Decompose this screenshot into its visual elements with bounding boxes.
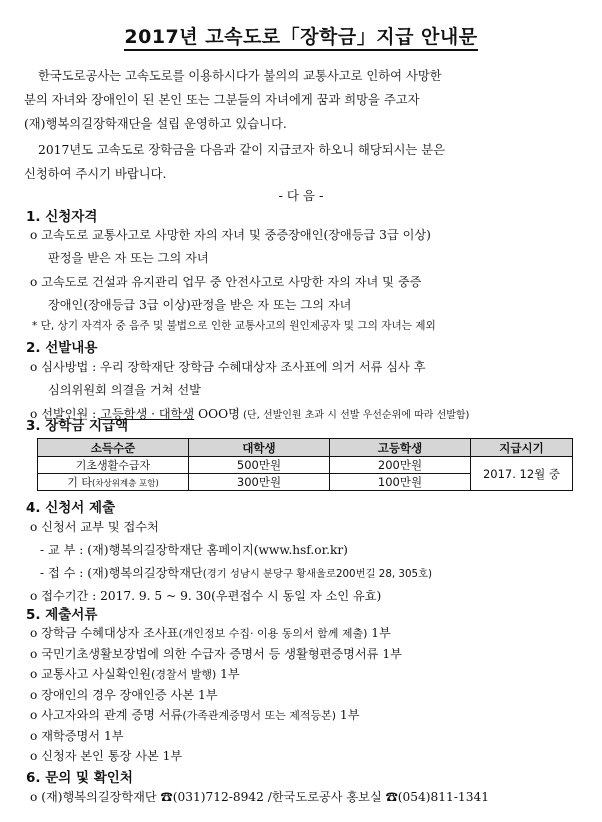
table-cell-university: 500만원 <box>189 457 330 474</box>
document-item-text: ο 국민기초생활보장법에 의한 수급자 증명서 등 생활형편증명서류 1부 <box>30 646 402 661</box>
column-header: 고등학생 <box>330 439 471 457</box>
document-item <box>30 727 123 744</box>
document-item <box>30 686 218 703</box>
page-title <box>0 22 602 49</box>
da-eum-divider: - 다 음 - <box>278 188 324 203</box>
intro-line: (재)행복의길장학재단을 설립 운영하고 있습니다. <box>24 117 287 131</box>
eligibility-item-1: ο 고속도로 교통사고로 사망한 자의 자녀 및 중증장애인(장애등급 3급 이상) <box>30 228 431 242</box>
column-header: 대학생 <box>189 439 330 457</box>
issuance-label: - 교 부 : <box>40 543 88 557</box>
issuance-line <box>40 541 348 558</box>
document-item <box>30 747 182 764</box>
income-level-label: 기초생활수급자 <box>75 459 151 472</box>
intro-line: 신청하여 주시기 바랍니다. <box>24 167 167 181</box>
section-heading-eligibility: 1. 신청자격 <box>26 209 98 225</box>
document-item-text: ο 신청자 본인 통장 사본 1부 <box>30 749 183 763</box>
column-header: 지급시기 <box>471 439 573 457</box>
eligibility-item-1-cont: 판정을 받은 자 또는 그의 자녀 <box>48 251 209 265</box>
intro-line: 분의 자녀와 장애인이 된 본인 또는 그분들의 자녀에게 꿈과 희망을 주고자 <box>24 93 420 107</box>
page-title-text: 2017년 고속도로「장학금」지급 안내문 <box>124 26 477 51</box>
contact-line: ο (재)행복의길장학재단 ☎(031)712-8942 /한국도로공사 홍보실 ☎(054)811-1341 <box>30 790 489 804</box>
submission-period: ο 접수기간 : 2017. 9. 5 ~ 9. 30(우편접수 시 동일 자 소인 유효) <box>30 589 382 603</box>
column-header: 소득수준 <box>38 439 189 457</box>
intro-line: 2017년도 고속도로 장학금을 다음과 같이 지급코자 하오니 해당되시는 분은 <box>38 143 446 157</box>
section-heading-contact: 6. 문의 및 확인처 <box>26 770 133 786</box>
table-cell-highschool: 200만원 <box>330 457 471 474</box>
document-item-count: 1부 <box>367 626 391 640</box>
receipt-org: (재)행복의길장학재단 <box>87 566 203 580</box>
document-item-count: 1부 <box>216 667 240 681</box>
table-header-row <box>38 439 573 457</box>
selection-count-value: OOO명 <box>194 407 240 421</box>
selection-count-label: ο 선발인원 : <box>30 407 101 421</box>
receipt-line <box>40 564 432 581</box>
document-item <box>30 624 391 641</box>
eligibility-item-2: ο 고속도로 건설과 유지관리 업무 중 안전사고로 사망한 자의 자녀 및 중증 <box>30 275 422 289</box>
document-item-text: ο 사고자와의 관계 증명 서류 <box>30 708 183 722</box>
section-heading-amount: 3. 장학금 지급액 <box>26 418 129 434</box>
document-item-text: ο 장학금 수혜대상자 조사표 <box>30 626 179 640</box>
issuance-homepage: (재)행복의길장학재단 홈페이지(www.hsf.or.kr) <box>87 543 348 557</box>
table-cell-income-level <box>38 474 189 491</box>
section-heading-submission: 4. 신청서 제출 <box>26 500 116 516</box>
table-cell-highschool: 100만원 <box>330 474 471 491</box>
document-item <box>30 645 402 662</box>
document-item-note: (가족관계증명서 또는 제적등본) <box>182 709 337 722</box>
table-cell-timing: 2017. 12월 중 <box>471 457 573 491</box>
receipt-label: - 접 수 : <box>40 566 88 580</box>
table-cell-university: 300만원 <box>189 474 330 491</box>
intro-line: 한국도로공사는 고속도로를 이용하시다가 불의의 교통사고로 인하여 사망한 <box>38 69 442 83</box>
selection-method: ο 심사방법 : 우리 장학재단 장학금 수혜대상자 조사표에 의거 서류 심사 후 <box>30 360 426 374</box>
receipt-address: (경기 성남시 분당구 황새울로200번길 28, 305호) <box>202 568 433 580</box>
document-item-count: 1부 <box>336 708 360 722</box>
document-item-text: ο 교통사고 사실확인원 <box>30 667 152 681</box>
table-row <box>38 457 573 474</box>
scholarship-amount-table <box>37 438 573 491</box>
income-level-note: (차상위계층 포함) <box>91 479 159 489</box>
document-item-text: ο 재학증명서 1부 <box>30 728 124 743</box>
selection-method-cont: 심의위원회 의결을 거쳐 선발 <box>48 383 201 397</box>
eligibility-exclusion-note: * 단, 상기 자격자 중 음주 및 불법으로 인한 교통사고의 원인제공자 및 그의 자녀는 제외 <box>32 320 436 332</box>
income-level-label: 기 타 <box>67 476 92 489</box>
eligibility-item-2-cont: 장애인(장애등급 3급 이상)판정을 받은 자 또는 그의 자녀 <box>48 298 352 312</box>
document-item-note: (개인정보 수집· 이용 동의서 함께 제출) <box>178 627 368 640</box>
section-heading-documents: 5. 제출서류 <box>26 607 98 623</box>
selection-target: 고등학생 · 대학생 <box>100 407 195 421</box>
document-item <box>30 706 359 723</box>
intro-paragraph-2 <box>24 138 580 186</box>
section-heading-selection: 2. 선발내용 <box>26 340 98 356</box>
selection-count-note: (단, 선발인원 초과 시 선발 우선순위에 따라 선발함) <box>239 410 470 421</box>
submission-place: ο 신청서 교부 및 접수처 <box>30 520 159 534</box>
intro-paragraph-1 <box>24 64 580 136</box>
table-cell-income-level <box>38 457 189 474</box>
document-item-note: (경찰서 발행) <box>151 668 217 681</box>
document-item <box>30 665 240 682</box>
document-item-text: ο 장애인의 경우 장애인증 사본 1부 <box>30 687 218 702</box>
